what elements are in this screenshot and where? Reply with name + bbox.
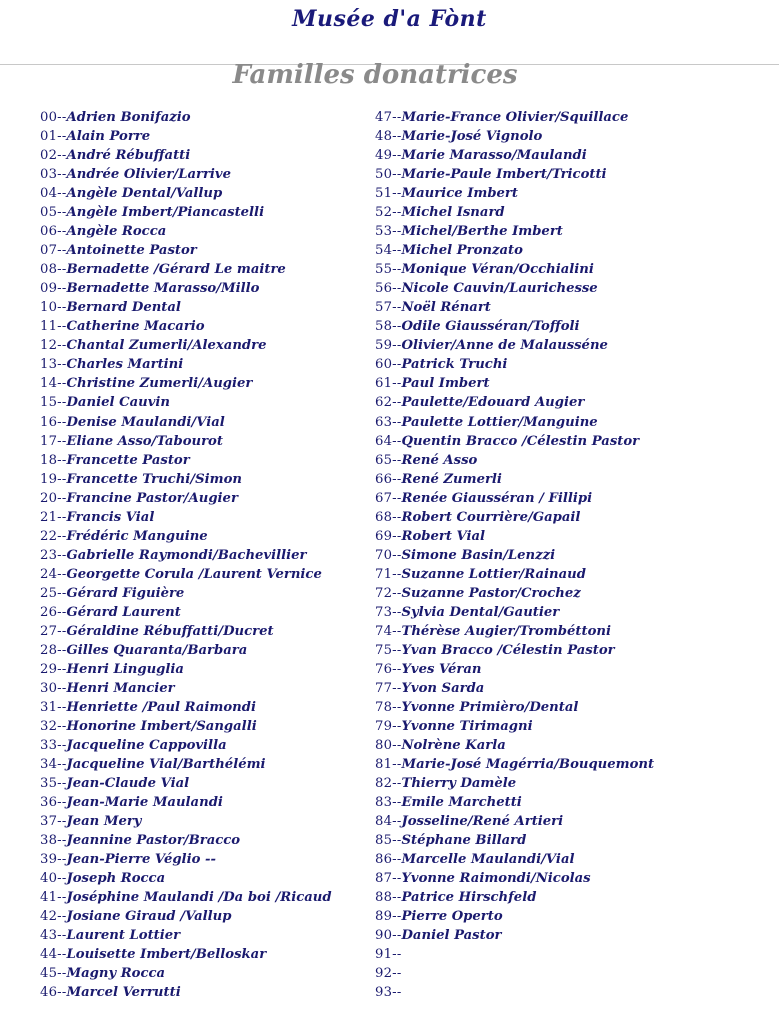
donor-name: Yvonne Raimondi/Nicolas xyxy=(401,871,591,887)
donor-entry xyxy=(375,660,654,679)
donor-name: Daniel Pastor xyxy=(401,928,502,944)
donor-entry xyxy=(40,355,332,374)
donor-name: Robert Courrière/Gapail xyxy=(401,509,581,525)
donor-name: Nicole Cauvin/Laurichesse xyxy=(401,281,598,297)
donor-name: Henri Mancier xyxy=(66,680,175,696)
donor-entry xyxy=(40,298,332,317)
donor-entry xyxy=(375,203,654,222)
donor-entry xyxy=(40,774,332,793)
donor-name: Jean-Pierre Véglio -- xyxy=(66,852,216,868)
donor-number: 80-- xyxy=(375,738,402,754)
donor-entry xyxy=(40,241,332,260)
donor-entry xyxy=(40,222,332,241)
donor-number: 55-- xyxy=(375,262,402,278)
donor-number: 05-- xyxy=(40,205,67,221)
donor-entry xyxy=(375,108,654,127)
donor-number: 77-- xyxy=(375,680,402,696)
donor-name: Yvonne Tirimagni xyxy=(401,719,533,734)
donor-number: 90-- xyxy=(375,928,402,944)
donor-entry xyxy=(40,983,332,1002)
donor-name: René Asso xyxy=(401,452,478,468)
donor-name: Magny Rocca xyxy=(66,966,166,982)
donor-name: Marie Marasso/Maulandi xyxy=(401,148,587,164)
donor-entry xyxy=(40,108,332,127)
donor-entry xyxy=(375,165,654,184)
donor-name: Jacqueline Vial/Barthélémi xyxy=(66,757,266,773)
donor-number: 60-- xyxy=(375,357,402,373)
donor-number: 81-- xyxy=(375,757,402,773)
donor-name: Francette Pastor xyxy=(66,452,190,468)
donor-entry xyxy=(40,945,332,964)
donor-name: Simone Basin/Lenzzi xyxy=(401,547,556,563)
donor-entry xyxy=(40,432,332,451)
donor-number: 92-- xyxy=(375,966,402,982)
donor-entry xyxy=(375,336,654,355)
donor-entry xyxy=(375,622,654,641)
donor-name: Quentin Bracco /Célestin Pastor xyxy=(401,433,640,449)
donor-number: 48-- xyxy=(375,129,402,145)
donor-number: 00-- xyxy=(40,110,67,125)
donor-name: Andrée Olivier/Larrive xyxy=(66,167,231,183)
donor-number: 86-- xyxy=(375,852,402,868)
donor-name: Adrien Bonifazio xyxy=(66,110,191,125)
donor-entry xyxy=(40,850,332,869)
donor-name: Maurice Imbert xyxy=(401,186,518,202)
donor-entry xyxy=(40,260,332,279)
donor-number: 78-- xyxy=(375,699,402,715)
donor-name: Jean-Claude Vial xyxy=(66,776,190,792)
donor-entry xyxy=(375,489,654,508)
donor-number: 76-- xyxy=(375,661,402,677)
page-subtitle: Familles donatrices xyxy=(232,60,518,90)
donor-entry xyxy=(40,565,332,584)
donor-number: 52-- xyxy=(375,205,402,221)
donor-name: Josseline/René Artieri xyxy=(401,814,564,830)
donor-entry xyxy=(375,298,654,317)
donor-name: Yves Véran xyxy=(401,661,482,677)
donor-name: Catherine Macario xyxy=(66,319,205,335)
donor-name: Jean-Marie Maulandi xyxy=(66,795,223,811)
donor-entry xyxy=(40,546,332,565)
donor-entry xyxy=(375,146,654,165)
donor-name: Gilles Quaranta/Barbara xyxy=(66,642,248,658)
donor-number: 16-- xyxy=(40,414,67,430)
donor-entry xyxy=(375,945,654,964)
donor-entry xyxy=(40,184,332,203)
donor-number: 83-- xyxy=(375,795,402,811)
donor-number: 27-- xyxy=(40,623,67,639)
donor-name: Jean Mery xyxy=(66,814,142,830)
donor-name: Josiane Giraud /Vallup xyxy=(66,909,232,925)
donor-name: Marie-Paule Imbert/Tricotti xyxy=(401,167,607,183)
donor-entry xyxy=(375,127,654,146)
donor-number: 51-- xyxy=(375,186,402,202)
donor-number: 44-- xyxy=(40,947,67,963)
donor-number: 10-- xyxy=(40,300,67,316)
donor-entry xyxy=(375,641,654,660)
donor-name: Angèle Rocca xyxy=(66,224,167,240)
donor-name: Patrick Truchi xyxy=(401,357,508,373)
donor-number: 46-- xyxy=(40,985,67,1001)
donor-name: Gérard Laurent xyxy=(66,604,181,620)
donor-entry xyxy=(40,812,332,831)
donor-name: Jeannine Pastor/Bracco xyxy=(66,833,241,849)
donor-name: Angèle Imbert/Piancastelli xyxy=(66,205,265,221)
donor-number: 50-- xyxy=(375,167,402,183)
donor-entry xyxy=(375,546,654,565)
donor-entry xyxy=(375,584,654,603)
donor-entry xyxy=(40,793,332,812)
donor-number: 35-- xyxy=(40,776,67,792)
donor-name: Frédéric Manguine xyxy=(66,528,208,544)
donor-entry xyxy=(40,964,332,983)
donor-list-right xyxy=(375,108,654,1002)
donor-number: 14-- xyxy=(40,376,67,392)
donor-name: Bernadette Marasso/Millo xyxy=(66,281,260,297)
donor-number: 31-- xyxy=(40,699,67,715)
donor-name: Laurent Lottier xyxy=(66,928,181,944)
donor-number: 85-- xyxy=(375,833,402,849)
donor-name: Yvonne Primièro/Dental xyxy=(401,699,579,715)
donor-number: 13-- xyxy=(40,357,67,373)
donor-name: Michel Pronzato xyxy=(401,243,523,259)
donor-name: Henri Linguglia xyxy=(66,661,184,677)
donor-entry xyxy=(40,203,332,222)
donor-entry xyxy=(40,451,332,470)
donor-number: 93-- xyxy=(375,985,402,1001)
donor-name: Denise Maulandi/Vial xyxy=(66,414,225,430)
donor-name: Suzanne Lottier/Rainaud xyxy=(401,566,586,582)
donor-entry xyxy=(375,698,654,717)
donor-entry xyxy=(40,336,332,355)
donor-name: Daniel Cauvin xyxy=(66,395,170,411)
donor-name: Chantal Zumerli/Alexandre xyxy=(66,338,267,354)
donor-name: Géraldine Rébuffatti/Ducret xyxy=(66,623,274,639)
donor-name: Paulette Lottier/Manguine xyxy=(401,414,598,430)
donor-name: Michel/Berthe Imbert xyxy=(401,224,563,240)
donor-number: 82-- xyxy=(375,776,402,792)
donor-entry xyxy=(375,527,654,546)
donor-name: Paulette/Edouard Augier xyxy=(401,395,585,411)
donor-number: 56-- xyxy=(375,281,402,297)
donor-entry xyxy=(375,888,654,907)
donor-entry xyxy=(375,241,654,260)
donor-name: Paul Imbert xyxy=(401,376,490,392)
donor-number: 64-- xyxy=(375,433,402,449)
donor-number: 72-- xyxy=(375,585,402,601)
donor-number: 26-- xyxy=(40,604,67,620)
donor-list-left xyxy=(40,108,332,1002)
donor-number: 61-- xyxy=(375,376,402,392)
donor-entry xyxy=(375,964,654,983)
donor-entry xyxy=(40,660,332,679)
donor-name: Francine Pastor/Augier xyxy=(66,490,238,506)
donor-number: 30-- xyxy=(40,680,67,696)
donor-number: 79-- xyxy=(375,719,402,734)
donor-entry xyxy=(375,184,654,203)
donor-number: 11-- xyxy=(40,319,67,335)
donor-name: Stéphane Billard xyxy=(401,833,527,849)
donor-name: Nolrène Karla xyxy=(401,738,506,754)
donor-entry xyxy=(40,907,332,926)
donor-entry xyxy=(375,926,654,945)
donor-entry xyxy=(40,641,332,660)
donor-entry xyxy=(375,831,654,850)
donor-entry xyxy=(40,736,332,755)
donor-name: Marie-José Vignolo xyxy=(401,129,543,145)
donor-entry xyxy=(375,850,654,869)
donor-entry xyxy=(375,413,654,432)
donor-number: 67-- xyxy=(375,490,402,506)
donor-entry xyxy=(40,926,332,945)
donor-name: Francis Vial xyxy=(66,509,155,525)
donor-entry xyxy=(375,355,654,374)
donor-name: Joséphine Maulandi /Da boi /Ricaud xyxy=(66,890,332,906)
donor-number: 09-- xyxy=(40,281,67,297)
donor-number: 39-- xyxy=(40,852,67,868)
donor-entry xyxy=(40,717,332,736)
donor-number: 18-- xyxy=(40,452,67,468)
donor-name: Georgette Corula /Laurent Vernice xyxy=(66,566,322,582)
donor-entry xyxy=(375,907,654,926)
donor-name: Joseph Rocca xyxy=(66,871,166,887)
donor-name: Bernadette /Gérard Le maitre xyxy=(66,262,286,278)
donor-number: 28-- xyxy=(40,642,67,658)
donor-number: 71-- xyxy=(375,566,402,582)
donor-name: Jacqueline Cappovilla xyxy=(66,738,227,754)
donor-name: Patrice Hirschfeld xyxy=(401,890,537,906)
donor-entry xyxy=(375,374,654,393)
donor-entry xyxy=(40,527,332,546)
donor-entry xyxy=(375,565,654,584)
donor-number: 73-- xyxy=(375,604,402,620)
donor-name: Pierre Operto xyxy=(401,909,503,925)
donor-entry xyxy=(40,317,332,336)
donor-entry xyxy=(375,736,654,755)
donor-name: Michel Isnard xyxy=(401,205,505,221)
donor-entry xyxy=(40,679,332,698)
donor-entry xyxy=(375,983,654,1002)
donor-number: 75-- xyxy=(375,642,402,658)
donor-name: Angèle Dental/Vallup xyxy=(66,186,223,202)
donor-number: 58-- xyxy=(375,319,402,335)
donor-entry xyxy=(40,146,332,165)
donor-name: Antoinette Pastor xyxy=(66,243,197,259)
donor-number: 45-- xyxy=(40,966,67,982)
donor-number: 01-- xyxy=(40,129,67,145)
donor-entry xyxy=(375,222,654,241)
donor-number: 15-- xyxy=(40,395,67,411)
donor-number: 07-- xyxy=(40,243,67,259)
donor-number: 34-- xyxy=(40,757,67,773)
donor-name: Louisette Imbert/Belloskar xyxy=(66,947,267,963)
donor-name: Alain Porre xyxy=(66,129,151,145)
donor-name: Bernard Dental xyxy=(66,300,181,316)
donor-entry xyxy=(40,698,332,717)
donor-name: Robert Vial xyxy=(401,528,486,544)
donor-entry xyxy=(375,260,654,279)
donor-name: Christine Zumerli/Augier xyxy=(66,376,253,392)
donor-name: Thérèse Augier/Trombéttoni xyxy=(401,623,611,639)
donor-number: 03-- xyxy=(40,167,67,183)
donor-number: 70-- xyxy=(375,547,402,563)
donor-number: 23-- xyxy=(40,547,67,563)
donor-number: 33-- xyxy=(40,738,67,754)
donor-number: 37-- xyxy=(40,814,67,830)
donor-number: 21-- xyxy=(40,509,67,525)
donor-entry xyxy=(375,451,654,470)
donor-name: Gérard Figuière xyxy=(66,585,185,601)
donor-name: Marie-José Magérria/Bouquemont xyxy=(401,757,655,773)
donor-entry xyxy=(375,393,654,412)
donor-number: 12-- xyxy=(40,338,67,354)
donor-entry xyxy=(40,470,332,489)
donor-name: Monique Véran/Occhialini xyxy=(401,262,594,278)
donor-entry xyxy=(40,584,332,603)
donor-number: 53-- xyxy=(375,224,402,240)
donor-entry xyxy=(375,603,654,622)
donor-name: Henriette /Paul Raimondi xyxy=(66,699,256,715)
donor-number: 29-- xyxy=(40,661,67,677)
donor-number: 89-- xyxy=(375,909,402,925)
donor-entry xyxy=(40,622,332,641)
donor-name: Yvon Sarda xyxy=(401,680,485,696)
donor-name: Eliane Asso/Tabourot xyxy=(66,433,223,449)
donor-entry xyxy=(375,869,654,888)
donor-entry xyxy=(40,413,332,432)
donor-name: Olivier/Anne de Malausséne xyxy=(401,338,608,354)
donor-number: 63-- xyxy=(375,414,402,430)
donor-name: Francette Truchi/Simon xyxy=(66,471,242,487)
donor-number: 74-- xyxy=(375,623,402,639)
donor-entry xyxy=(40,374,332,393)
page-title: Musée d'a Fònt xyxy=(292,6,487,32)
donor-name: Sylvia Dental/Gautier xyxy=(401,604,560,620)
donor-entry xyxy=(40,508,332,527)
donor-number: 19-- xyxy=(40,471,67,487)
donor-name: Marie-France Olivier/Squillace xyxy=(401,110,629,125)
donor-name: Thierry Damèle xyxy=(401,776,517,792)
donor-name: René Zumerli xyxy=(401,471,502,487)
donor-number: 68-- xyxy=(375,509,402,525)
donor-entry xyxy=(40,279,332,298)
donor-number: 91-- xyxy=(375,947,402,963)
donor-name: Suzanne Pastor/Crochez xyxy=(401,585,581,601)
donor-entry xyxy=(375,279,654,298)
donor-entry xyxy=(375,432,654,451)
donor-number: 54-- xyxy=(375,243,402,259)
donor-entry xyxy=(40,127,332,146)
donor-number: 62-- xyxy=(375,395,402,411)
donor-number: 36-- xyxy=(40,795,67,811)
donor-entry xyxy=(375,317,654,336)
donor-number: 17-- xyxy=(40,433,67,449)
donor-number: 47-- xyxy=(375,110,402,125)
donor-entry xyxy=(40,755,332,774)
donor-number: 59-- xyxy=(375,338,402,354)
donor-entry xyxy=(375,508,654,527)
donor-number: 32-- xyxy=(40,719,67,734)
donor-number: 02-- xyxy=(40,148,67,164)
donor-entry xyxy=(40,393,332,412)
donor-entry xyxy=(40,489,332,508)
donor-entry xyxy=(40,165,332,184)
donor-name: Charles Martini xyxy=(66,357,184,373)
donor-name: Gabrielle Raymondi/Bachevillier xyxy=(66,547,307,563)
donor-number: 49-- xyxy=(375,148,402,164)
donor-entry xyxy=(375,470,654,489)
donor-number: 57-- xyxy=(375,300,402,316)
donor-entry xyxy=(375,812,654,831)
donor-name: Honorine Imbert/Sangalli xyxy=(66,719,257,734)
donor-number: 84-- xyxy=(375,814,402,830)
donor-name: Odile Giausséran/Toffoli xyxy=(401,319,580,335)
donor-number: 42-- xyxy=(40,909,67,925)
donor-number: 04-- xyxy=(40,186,67,202)
donor-number: 88-- xyxy=(375,890,402,906)
donor-entry xyxy=(375,755,654,774)
donor-number: 43-- xyxy=(40,928,67,944)
donor-name: Noël Rénart xyxy=(401,300,491,316)
donor-entry xyxy=(40,869,332,888)
donor-entry xyxy=(375,717,654,736)
donor-entry xyxy=(375,793,654,812)
donor-number: 08-- xyxy=(40,262,67,278)
donor-entry xyxy=(375,774,654,793)
donor-number: 38-- xyxy=(40,833,67,849)
donor-name: André Rébuffatti xyxy=(66,148,191,164)
donor-number: 20-- xyxy=(40,490,67,506)
donor-name: Yvan Bracco /Célestin Pastor xyxy=(401,642,615,658)
donor-name: Emile Marchetti xyxy=(401,795,522,811)
donor-entry xyxy=(40,888,332,907)
donor-number: 40-- xyxy=(40,871,67,887)
donor-number: 06-- xyxy=(40,224,67,240)
donor-name: Marcelle Maulandi/Vial xyxy=(401,852,575,868)
donor-number: 41-- xyxy=(40,890,67,906)
donor-name: Renée Giausséran / Fillipi xyxy=(401,490,593,506)
donor-number: 24-- xyxy=(40,566,67,582)
donor-number: 25-- xyxy=(40,585,67,601)
donor-number: 65-- xyxy=(375,452,402,468)
donor-number: 87-- xyxy=(375,871,402,887)
donor-entry xyxy=(375,679,654,698)
donor-number: 66-- xyxy=(375,471,402,487)
donor-entry xyxy=(40,603,332,622)
donor-name: Marcel Verrutti xyxy=(66,985,181,1001)
donor-number: 22-- xyxy=(40,528,67,544)
donor-entry xyxy=(40,831,332,850)
donor-number: 69-- xyxy=(375,528,402,544)
